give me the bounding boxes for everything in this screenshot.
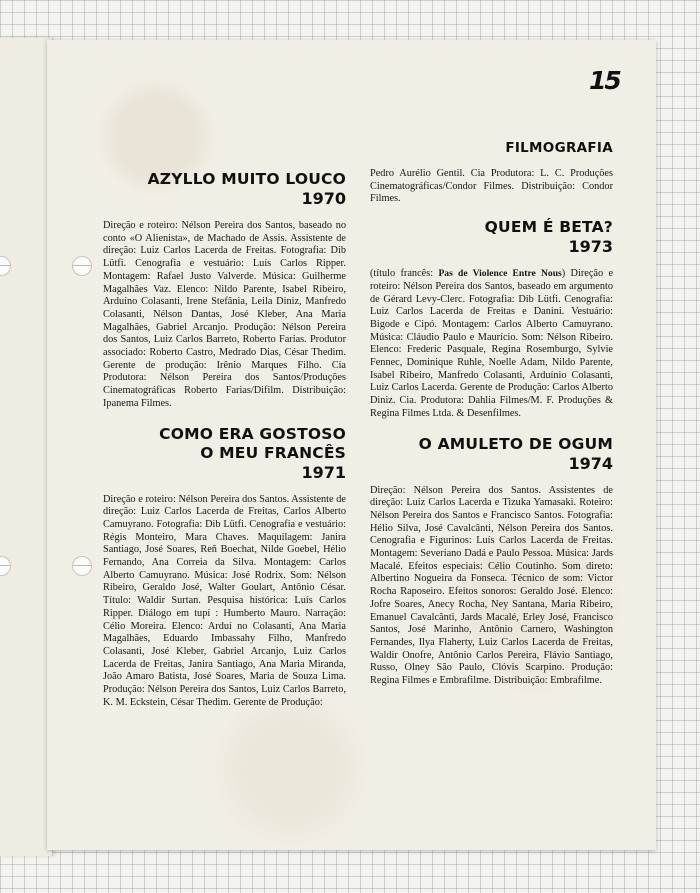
film-title-amuleto: O AMULETO DE OGUM: [418, 434, 613, 453]
film-title-como-era-line1: COMO ERA GOSTOSO: [159, 424, 346, 443]
right-column: [370, 140, 613, 688]
section-label: FILMOGRAFIA: [505, 140, 613, 156]
credits-main: ) Direção e roteiro: Nélson Pereira dos Santos, baseado em argumento de Gérard Levy-Clerc. Fotografia: Dib Lütfi. Cenografia: Luiz Carlos Lacerda de Freitas e Danini. Vestuário: Bigode e Cipó. Montagem: Carlos Alberto Camuyrano. Música: Cláudio Paulo e Maurício. Som: Nélson Ribeiro. Elenco: Frederic Pasquale, Regina Rosemburgo, Sylvie Fennec, Dominique Ruhle, Noelle Adam, Nildo Parente, Isabel Ribeiro, Manfredo Colasanti, Arduínio Colasanti, Luiz Carlos Lacerda. Gerente de Produção: Carlos Alberto Diniz. Cia. Produtora: Dahlia Filmes/M. F. Produções & Regina Filmes Ltda. & Desenfilmes.: [370, 268, 614, 419]
page-number: 15: [589, 66, 620, 95]
film-credits-azyllo: Direção e roteiro: Nélson Pereira dos Santos, baseado no conto «O Alienista», de Machado de Assis. Assistente de direção: Luiz Carlos Lacerda de Freitas. Fotografia: Dib Lütfi. Cenografia e vestuário: Luís Carlos Ripper. Montagem: Rafael Justo Valverde. Música: Guilherme Magalhães Vaz. Elenco: Nildo Parente, Isabel Ribeiro, Arduíno Colasanti, Irene Stefânia, Leila Diniz, Manfredo Colasanti, Nélson Dantas, José Kleber, Ana Maria Magalhães, Gabriel Arcanjo. Produção: Nélson Pereira dos Santos, Luiz Carlos Barreto, Roberto Farias. Produtor associado: Roberto Castro, Medrado Dias, César Thedim. Gerente de produção: Irênio Marques Filho. Cia Produtora: Nélson Pereira dos Santos/Produções Cinematográficas Roberto Farias/Difilm. Distribuição: Ipanema Filmes.: [103, 220, 346, 409]
film-title-azyllo: AZYLLO MUITO LOUCO: [147, 170, 346, 188]
film-year-azyllo: 1970: [301, 189, 346, 208]
film-year-como-era: 1971: [301, 462, 346, 482]
film-year-amuleto: 1974: [568, 453, 613, 473]
credits-prefix: (título francês:: [370, 268, 439, 280]
film-credits-quem-e-beta: [370, 268, 613, 420]
french-title: Pas de Violence Entre Nous: [438, 268, 562, 280]
film-title-como-era-line2: O MEU FRANCÊS: [200, 443, 346, 462]
back-sheet-edge: [0, 38, 53, 856]
film-credits-como-era-continued: Pedro Aurélio Gentil. Cia Produtora: L. C. Produções Cinematográficas/Condor Filmes. Distribuição: Condor Filmes.: [370, 168, 613, 205]
binder-hole-top: [72, 256, 92, 276]
binder-hole-bottom: [72, 556, 92, 576]
film-year-quem-e-beta: 1973: [568, 237, 613, 257]
film-title-quem-e-beta: QUEM É BETA?: [484, 218, 613, 237]
film-credits-amuleto: Direção: Nélson Pereira dos Santos. Assistentes de direção: Luiz Carlos Lacerda e Tizuka Yamasaki. Roteiro: Nélson Pereira dos Santos e Francisco Santos. Fotografia: Hélio Silva, José Cavalcânti, Nélson Pereira dos Santos. Cenografia e Figurinos: Luís Carlos Lacerda de Freitas. Montagem: Severiano Dadá e Paulo Pessoa. Música: Jards Macalé. Efeitos especiais: Célio Coutinho. Som direto: Albertino Nogueira da Fonseca. Técnico de som: Victor Rocha Raposeiro. Efeitos sonoros: Geraldo José. Elenco: Jofre Soares, Anecy Rocha, Ney Santana, Maria Ribeiro, Emanuel Cavalcânti, Jards Macalé, Erley José, Francisco Santos, José Marinho, Antônio Carnero, Washington Fernandes, Ilya Flaherty, Luiz Carlos Lacerda de Freitas, Waldir Onofre, Antônio Carlos Pereira, Flávio Santiago, Russo, Olney São Paulo, Clóvis Scarpino. Produção: Regina Filmes e Embrafilme. Distribuição: Embrafilme.: [370, 484, 613, 687]
left-column: [103, 170, 346, 710]
film-credits-como-era: Direção e roteiro: Nélson Pereira dos Santos. Assistente de direção: Luiz Carlos Lacerda de Freitas, Carlos Alberto Camuyrano. Fotografia: Dib Lütfi. Cenografia e vestuário: Régis Monteiro, Mara Chaves. Maquilagem: Janira Santiago, José Soares, Reñ Boechat, Nilde Goebel, Hélio Fernando, Ana Correia da Silva. Montagem: Carlos Alberto Camuyrano. Música: José Rodrix. Som: Nélson Ribeiro, Geraldo José, Walter Goulart, Antônio César. Título: Waldir Surtan. Pesquisa histórica: Luís Carlos Ripper. Diálogo em tupí : Humberto Mauro. Narração: Célio Moreira. Elenco: Arduí no Colasanti, Ana Maria Magalhães, Eduardo Imbassahy Filho, Manfredo Colasanti, José Kleber, Gabriel Arcanjo, Luiz Carlos Lacerda de Freitas, Janira Santiago, Ana Maria Miranda, João Amaro Batista, José Soares, Maria de Souza Lima. Produção: Nélson Pereira dos Santos, Luiz Carlos Barreto, K. M. Eckstein, César Thedim. Gerente de Produção:: [103, 493, 346, 708]
